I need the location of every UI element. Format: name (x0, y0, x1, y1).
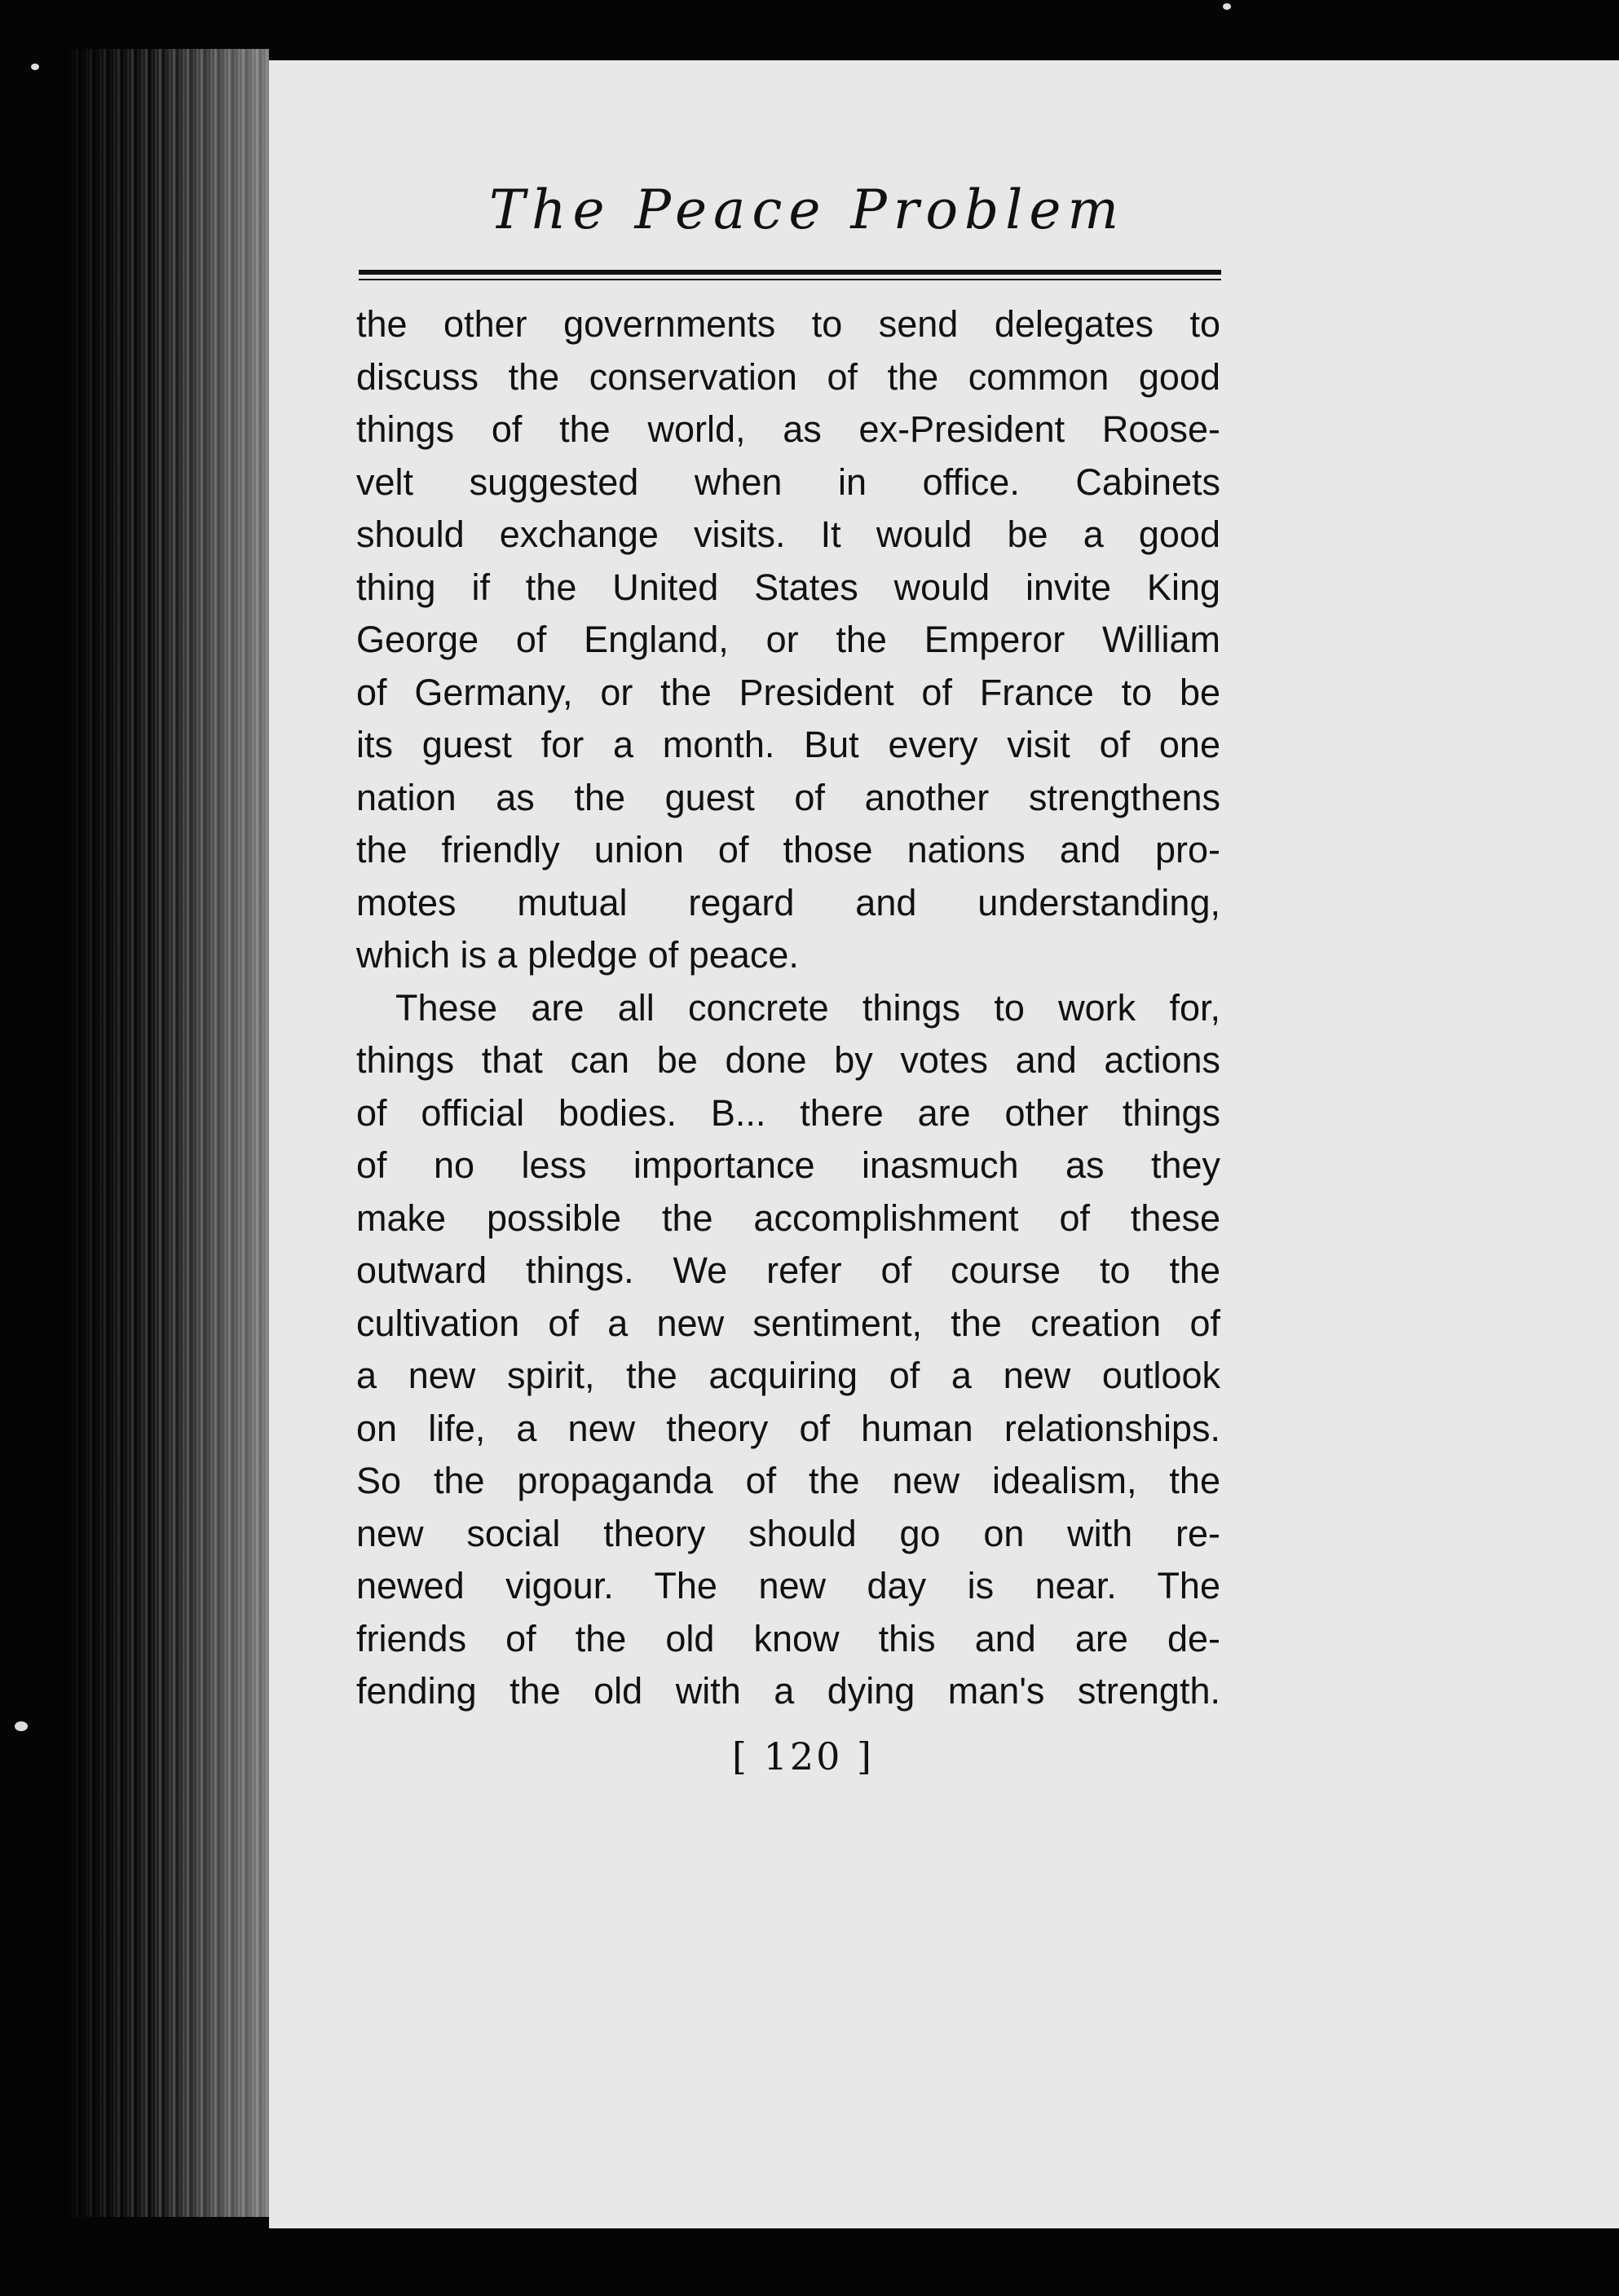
text-line: nation as the guest of another strengthens (356, 776, 1220, 818)
text-line: These are all concrete things to work for, (395, 986, 1220, 1029)
text-line: new social theory should go on with re- (356, 1512, 1220, 1554)
text-line: a new spirit, the acquiring of a new outlook (356, 1355, 1220, 1396)
text-line: make possible the accomplishment of these (356, 1196, 1220, 1239)
scan-speck (15, 1721, 28, 1731)
text-line: outward things. We refer of course to the (356, 1249, 1220, 1291)
page-number: [ 120 ] (732, 1734, 874, 1778)
book-page-edges (65, 49, 269, 2217)
text-line: cultivation of a new sentiment, the creation of (356, 1302, 1220, 1344)
page-content (322, 175, 1235, 1778)
text-line: its guest for a month. But every visit of one (356, 724, 1220, 765)
text-line: of no less importance inasmuch as they (356, 1144, 1220, 1186)
text-line: newed vigour. The new day is near. The (356, 1565, 1220, 1606)
text-line: which is a pledge of peace. (356, 934, 799, 976)
text-line: discuss the conservation of the common good (356, 355, 1220, 398)
text-line: on life, a new theory of human relationships. (356, 1407, 1220, 1449)
text-line: motes mutual regard and understanding, (356, 881, 1220, 923)
text-line: thing if the United States would invite King (356, 566, 1220, 608)
text-line: George of England, or the Emperor William (356, 619, 1220, 660)
text-line: velt suggested when in office. Cabinets (356, 461, 1220, 503)
text-line: the friendly union of those nations and pro- (356, 829, 1220, 870)
header-rule-thin (359, 279, 1221, 280)
header-rule-thick (359, 270, 1221, 275)
body-text (356, 298, 1220, 1718)
text-line: things that can be done by votes and actions (356, 1039, 1220, 1081)
header-double-rule (359, 270, 1221, 280)
running-title: The Peace Problem (488, 178, 1126, 241)
text-line: things of the world, as ex-President Roose- (356, 408, 1220, 450)
text-line: friends of the old know this and are de- (356, 1617, 1220, 1659)
scan-speck (1223, 3, 1231, 10)
text-line: the other governments to send delegates to (356, 303, 1220, 345)
text-line: So the propaganda of the new idealism, the (356, 1460, 1220, 1501)
text-line: fending the old with a dying man's strength. (356, 1670, 1220, 1712)
text-line: of official bodies. B... there are other things (356, 1091, 1220, 1134)
text-line: should exchange visits. It would be a good (356, 513, 1220, 555)
text-line: of Germany, or the President of France to be (356, 671, 1220, 713)
scan-speck (31, 64, 39, 70)
